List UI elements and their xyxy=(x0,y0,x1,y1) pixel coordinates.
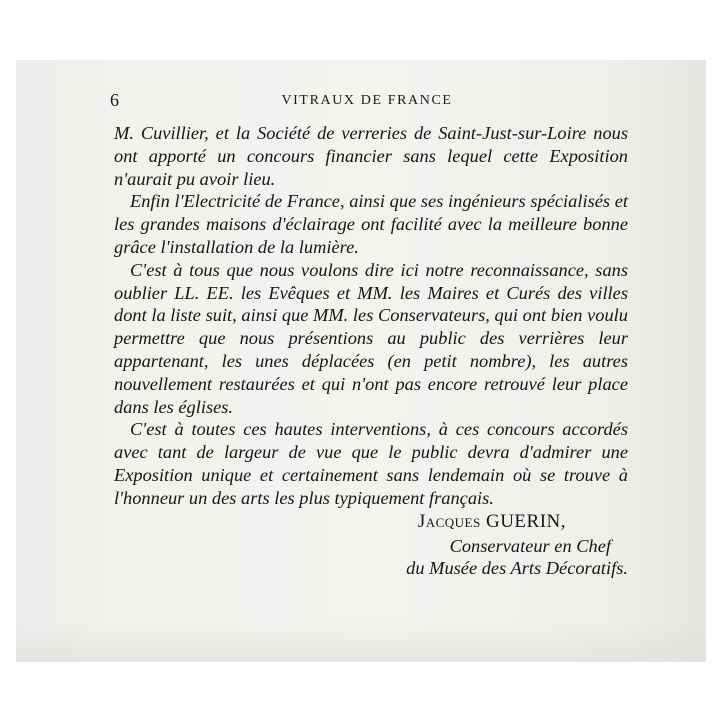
signature-block xyxy=(114,509,628,579)
running-head: VITRAUX DE FRANCE xyxy=(281,93,453,108)
signatory-organization: du Musée des Arts Décoratifs. xyxy=(406,558,628,578)
page-number: 6 xyxy=(110,90,119,110)
body-text xyxy=(114,122,628,510)
signatory-first-name: Jacques xyxy=(417,511,481,532)
book-page xyxy=(16,60,706,662)
paragraph-4: C'est à toutes ces hautes interventions, à ces concours accordés avec tant de largeur de vue que le public devra d'admirer une Exposition unique et certainement sans lendemain où se trouve à l'honneur un des arts les plus typiquement français. xyxy=(114,419,628,508)
paragraph-2: Enfin l'Electricité de France, ainsi que ses ingénieurs spécialisés et les grandes maisons d'éclairage ont facilité avec la meilleure bonne grâce l'installation de la lumière. xyxy=(114,191,628,257)
signatory-last-name: GUERIN, xyxy=(485,511,566,532)
paragraph-1: M. Cuvillier, et la Société de verreries de Saint-Just-sur-Loire nous ont apporté un concours financier sans lequel cette Exposition n'aurait pu avoir lieu. xyxy=(114,123,628,189)
signatory-name xyxy=(114,509,628,535)
signatory-title: Conservateur en Chef xyxy=(449,536,611,556)
paragraph-3: C'est à tous que nous voulons dire ici notre reconnaissance, sans oublier LL. EE. les Evêques et MM. les Maires et Curés des villes dont la liste suit, ainsi que MM. les Conservateurs, qui ont bien voulu permettre que nous présentions au public des verrières leur appartenant, les unes déplacées (en petit nombre), les autres nouvellement restaurées et qui n'ont pas encore retrouvé leur place dans les églises. xyxy=(114,259,628,417)
